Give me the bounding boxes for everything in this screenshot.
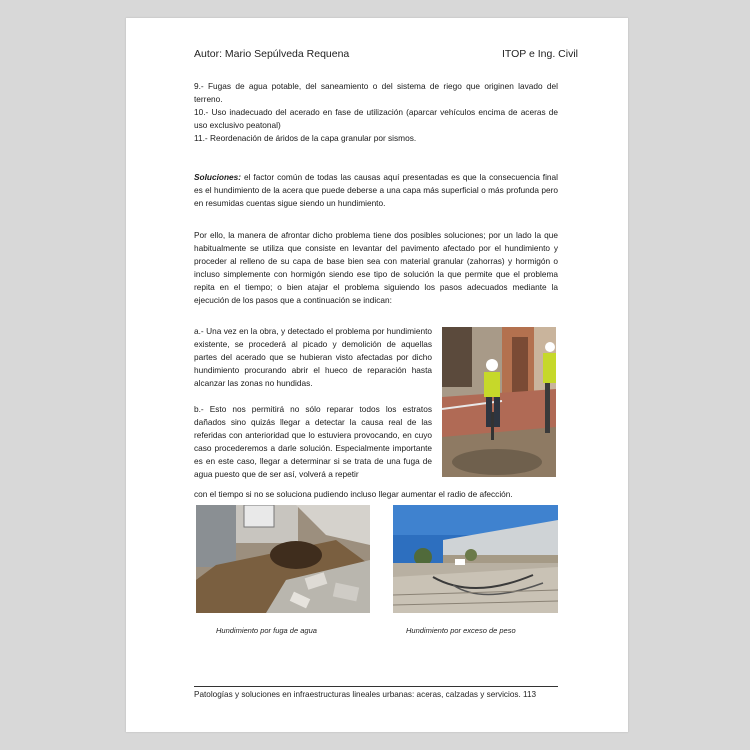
photo-workers-demolition xyxy=(442,327,556,477)
header-author: Autor: Mario Sepúlveda Requena xyxy=(194,48,350,60)
list-item-11: 11.- Reordenación de áridos de la capa granular por sismos. xyxy=(194,133,417,143)
list-item-9: 9.- Fugas de agua potable, del saneamiento o del sistema de riego que originen lavado del terreno. xyxy=(194,81,558,104)
paragraph-por-ello: Por ello, la manera de afrontar dicho problema tiene dos posibles soluciones; por un lado la que habitualmente se utiliza que consiste en levantar del pavimento afectado por el hundimiento y proceder al relleno de su capa de base bien sea con material granular (zahorras) y hormigón o incluso simplemente con hormigón siendo ese tipo de solución la que permite que el problema repita en el tiempo; o bien atajar el problema siguiendo los pasos adecuados mediante la ejecución de los pasos que a continuación se indican: xyxy=(194,230,558,305)
solutions-label: Soluciones: xyxy=(194,172,242,182)
solutions-text: el factor común de todas las causas aquí presentadas es que la consecuencia final es el hundimiento de la acera que puede deberse a una capa más superficial o más profunda pero en resumidas cuentas sigue siendo un hundimiento. xyxy=(194,172,558,208)
step-a-paragraph: a.- Una vez en la obra, y detectado el problema por hundimiento existente, se procederá al picado y demolición de aquellas partes del acerado que se hubieran visto afectadas por dicho hundimiento procurando abrir el hueco de reparación hasta alcanzar las zonas no hundidas. xyxy=(194,326,432,388)
step-b-continuation: con el tiempo si no se soluciona pudiendo incluso llegar aumentar el radio de afección. xyxy=(194,489,513,499)
caption-excess-weight: Hundimiento por exceso de peso xyxy=(406,626,516,635)
solutions-paragraph xyxy=(194,171,558,210)
list-item-10: 10.- Uso inadecuado del acerado en fase de utilización (aparcar vehículos encima de aceras de uso exclusivo peatonal) xyxy=(194,107,558,130)
document-page xyxy=(126,18,628,732)
photo-excess-weight-collapse xyxy=(393,505,558,613)
step-b-paragraph: b.- Esto nos permitirá no sólo reparar todos los estratos dañados sino quizás llegar a detectar la causa real de las referidas con anterioridad que lo estuviera provocando, en cuyo caso procederemos a darle solución. Especialmente importante es en este caso, llegar a determinar si se trata de una fuga de agua puesto que de ser así, volverá a repetir xyxy=(194,404,432,479)
caption-water-leak: Hundimiento por fuga de agua xyxy=(216,626,317,635)
photo-water-leak-collapse xyxy=(196,505,370,613)
header-degree: ITOP e Ing. Civil xyxy=(501,48,578,60)
footer-text: Patologías y soluciones en infraestructuras lineales urbanas: aceras, calzadas y servicios. 113 xyxy=(194,690,537,699)
footer-divider xyxy=(194,686,558,687)
